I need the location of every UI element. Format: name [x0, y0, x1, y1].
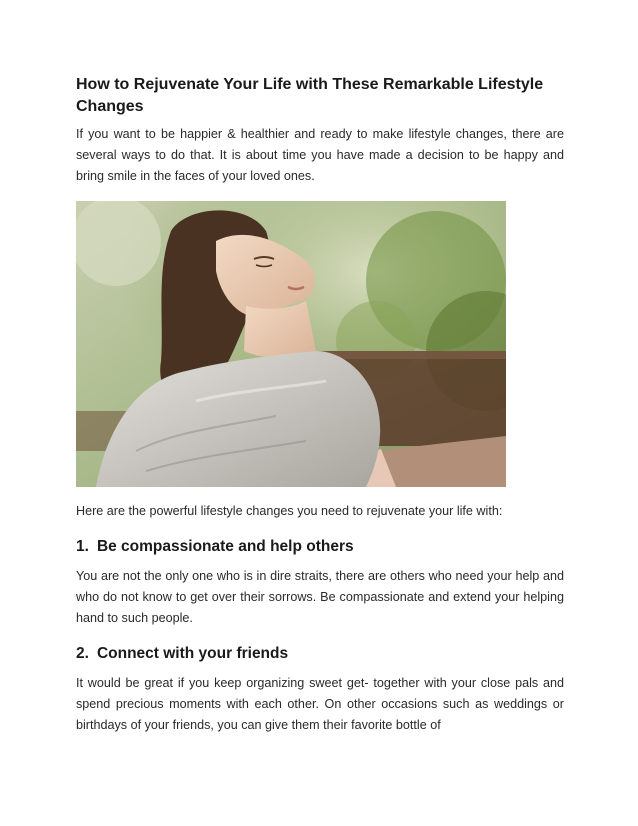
intro-paragraph: If you want to be happier & healthier and ready to make lifestyle changes, there are several ways to do that. It is about time you have made a decision to be happy and bring smile in the faces of your loved ones. — [76, 127, 564, 183]
lead-in-paragraph: Here are the powerful lifestyle changes you need to rejuvenate your life with: — [76, 504, 503, 518]
section-body-1: You are not the only one who is in dire straits, there are others who need your help and who do not know to get over their sorrows. Be compassionate and extend your helping hand to such people. — [76, 569, 564, 625]
woman-relaxing-photo — [76, 201, 506, 487]
document-page — [76, 74, 564, 736]
section-number: 2. — [76, 645, 89, 662]
page-title: How to Rejuvenate Your Life with These Remarkable Lifestyle Changes — [76, 76, 544, 115]
section-title: Be compassionate and help others — [96, 538, 354, 555]
section-number: 1. — [76, 538, 89, 555]
section-heading-1 — [76, 536, 564, 558]
section-body-2: It would be great if you keep organizing sweet get- together with your close pals and spend precious moments with each other. On other occasions such as weddings or birthdays of your friends, you can give them their favorite bottle of — [76, 676, 564, 732]
section-heading-2 — [76, 643, 564, 665]
section-title: Connect with your friends — [96, 645, 289, 662]
photo-illustration — [76, 201, 506, 487]
